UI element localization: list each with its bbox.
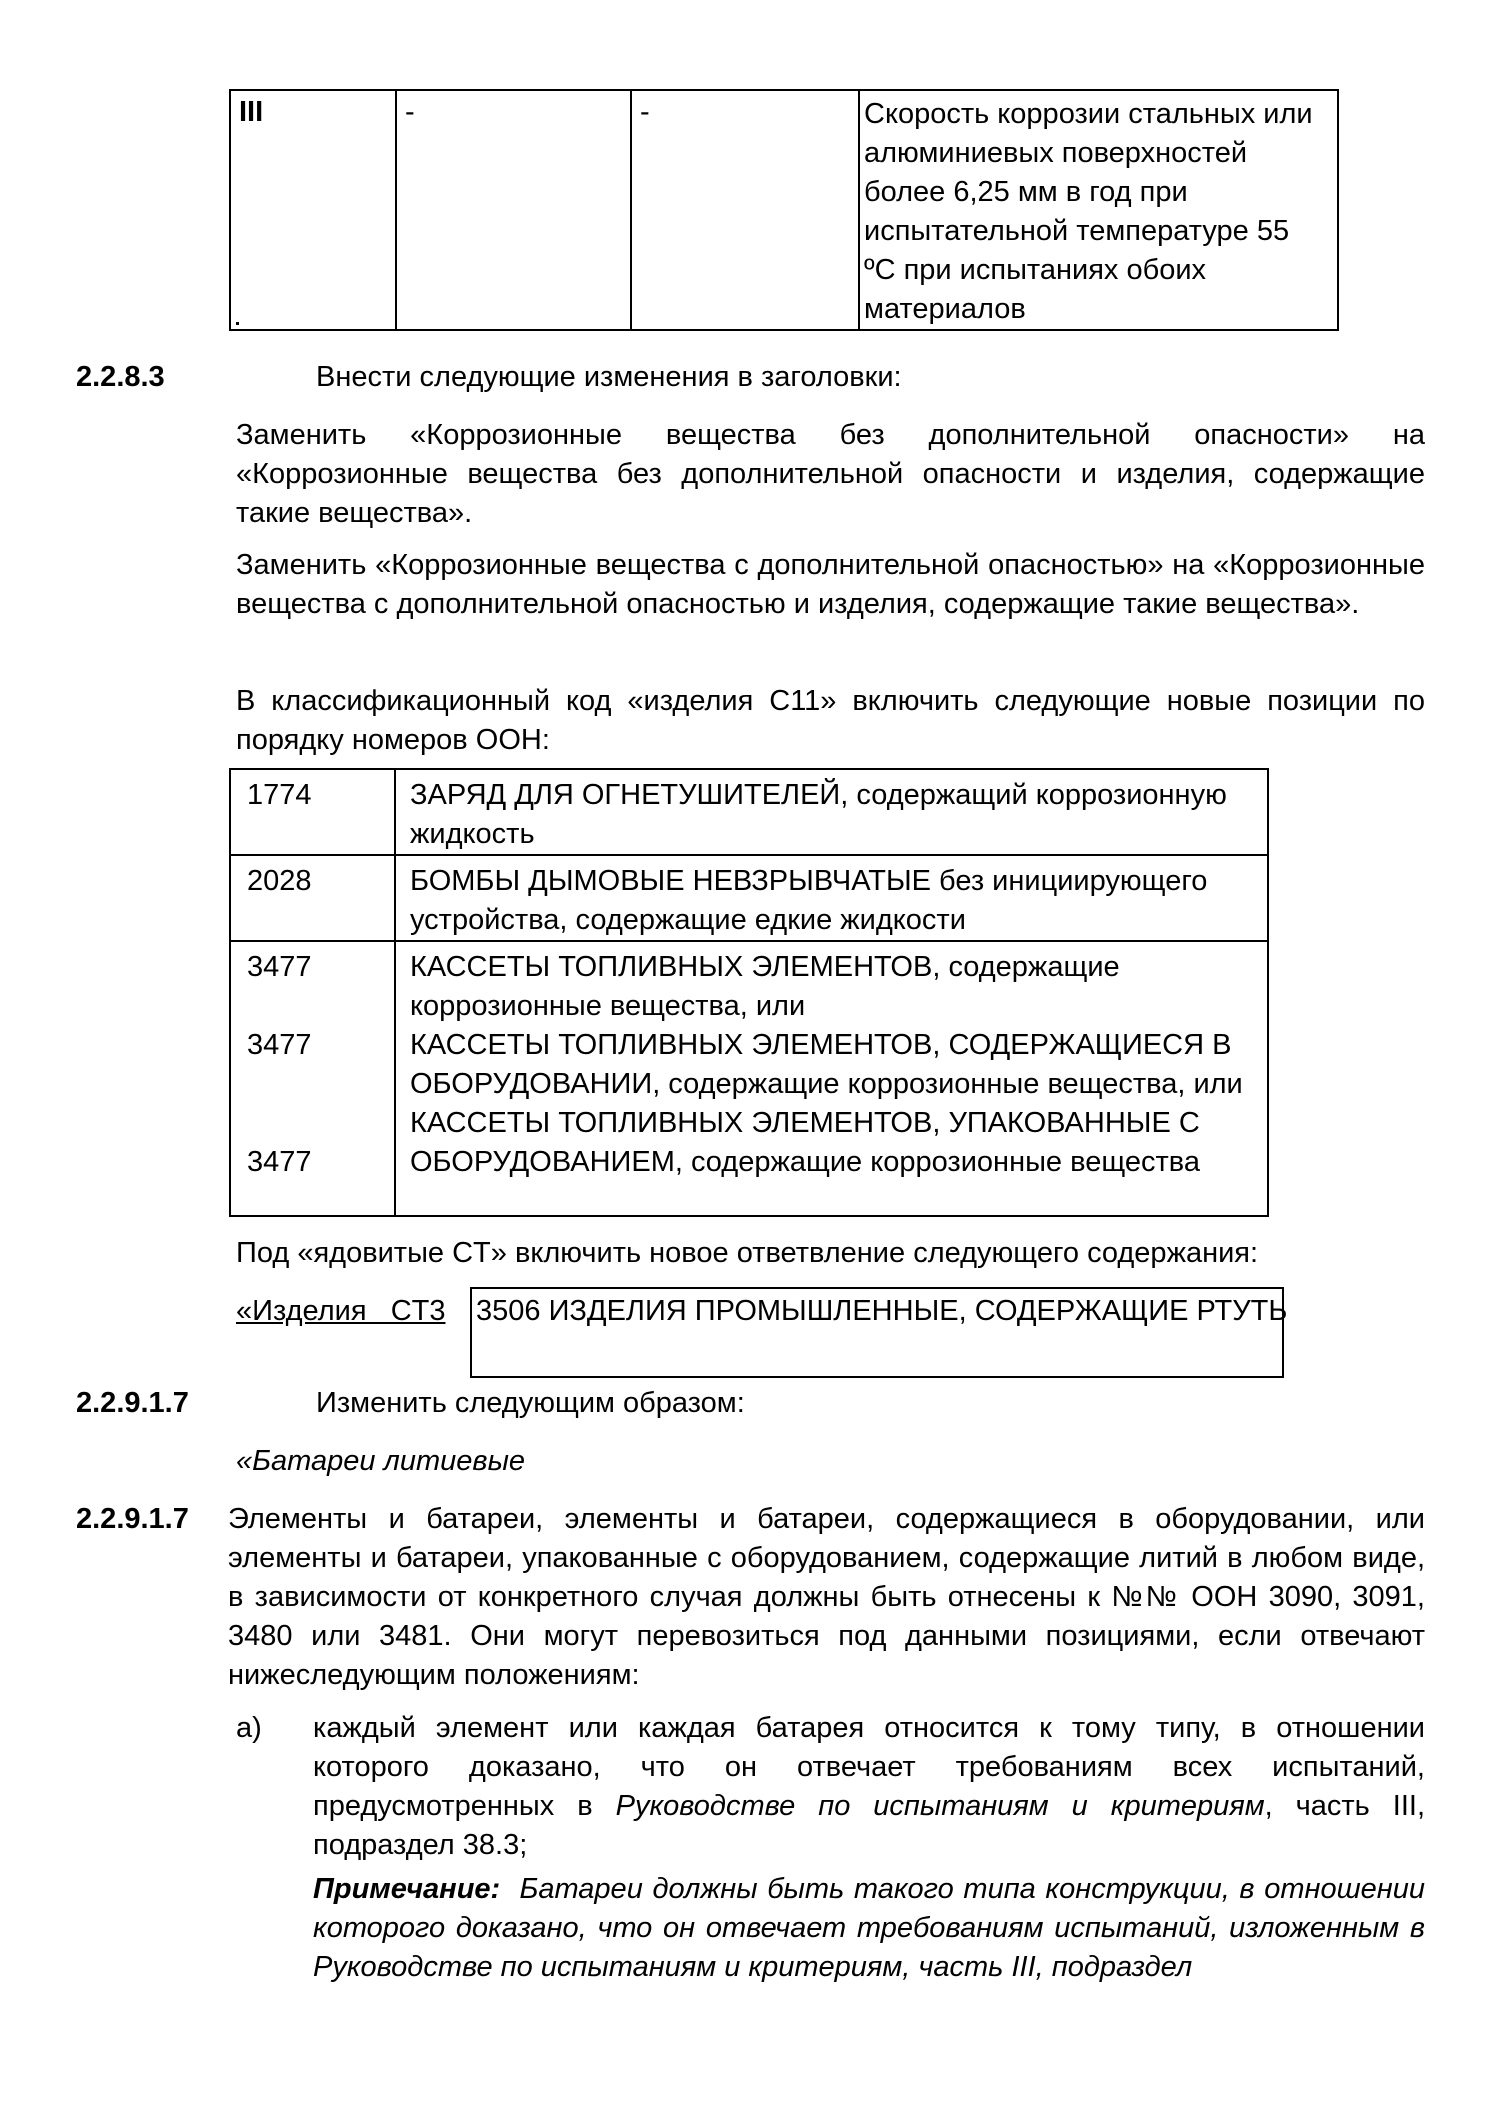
note-text: Батареи должны быть такого типа конструкции, в отношении которого доказано, что он отвечает требованиям испытаний, изложенным в Руководстве по испытаниям и критериям, часть III, подраздел xyxy=(313,1873,1434,1983)
note-block xyxy=(313,1870,1434,1987)
section-heading-2283: Внести следующие изменения в заголовки: xyxy=(316,361,902,393)
section-heading-22917: Изменить следующим образом: xyxy=(316,1387,745,1419)
toxic-branch-note: Под «ядовитые CT» включить новое ответвление следующего содержания: xyxy=(236,1237,1259,1269)
ct3-label: «Изделия CT3 xyxy=(236,1295,446,1327)
table-cell-un-name: БОМБЫ ДЫМОВЫЕ НЕВЗРЫВЧАТЫЕ без инициирующего устройства, содержащие едкие жидкости xyxy=(395,855,1268,941)
table-cell-un-number: 1774 xyxy=(230,769,395,855)
paragraph-replace-2: Заменить «Коррозионные вещества с дополнительной опасностью» на «Коррозионные вещества с дополнительной опасностью и изделия, содержащие такие вещества». xyxy=(236,549,1425,620)
un-number-3477a: 3477 xyxy=(247,951,312,983)
lithium-cells-paragraph: Элементы и батареи, элементы и батареи, содержащиеся в оборудовании, или элементы и батареи, упакованные с оборудованием, содержащие литий в любом виде, в зависимости от конкретного случая должны быть отнесены к №№ ООН 3090, 3091, 3480 или 3481. Они могут перевозиться под данными позициями, если отвечают нижеследующим положениям: xyxy=(228,1503,1425,1691)
list-marker-a: a) xyxy=(236,1712,262,1744)
section-number-22917-a: 2.2.9.1.7 xyxy=(76,1387,189,1419)
subheading-lithium-batteries: «Батареи литиевые xyxy=(236,1445,526,1477)
table-cell-description: Скорость коррозии стальных или алюминиевых поверхностей более 6,25 мм в год при испытательной температуре 55 ºC при испытаниях обоих материалов xyxy=(859,90,1338,330)
note-label: Примечание: xyxy=(313,1873,501,1905)
list-item-a: каждый элемент или каждая батарея относится к тому типу, в отношении которого доказано, что он отвечает требованиям всех испытаний, предусмотренных в Руководстве по испытаниям и критериям, часть III, подраздел 38.3; xyxy=(313,1712,1426,1861)
table-cell-col3: - xyxy=(631,90,859,330)
paragraph-classification: В классификационный код «изделия C11» включить следующие новые позиции по порядку номеров ООН: xyxy=(236,685,1425,756)
un-name-3477c: КАССЕТЫ ТОПЛИВНЫХ ЭЛЕМЕНТОВ, УПАКОВАННЫЕ С ОБОРУДОВАНИЕМ, содержащие коррозионные вещества xyxy=(410,1107,1200,1178)
paragraph-replace-1: Заменить «Коррозионные вещества без дополнительной опасности» на «Коррозионные вещества без дополнительной опасности и изделия, содержащие такие вещества». xyxy=(236,419,1425,529)
un-entries-table xyxy=(229,768,1269,1217)
table-cell-class: III xyxy=(230,90,396,330)
un-name-3477a: КАССЕТЫ ТОПЛИВНЫХ ЭЛЕМЕНТОВ, содержащие коррозионные вещества, или xyxy=(410,951,1120,1022)
table-cell-un-number xyxy=(230,941,395,1216)
table-cell-un-name xyxy=(395,941,1268,1216)
ct3-entry-text: 3506 ИЗДЕЛИЯ ПРОМЫШЛЕННЫЕ, СОДЕРЖАЩИЕ РТУТЬ xyxy=(476,1295,1288,1327)
ct3-entry-box xyxy=(470,1287,1288,1378)
un-number-3477b: 3477 xyxy=(247,1029,312,1061)
un-name-3477b: КАССЕТЫ ТОПЛИВНЫХ ЭЛЕМЕНТОВ, СОДЕРЖАЩИЕСЯ В ОБОРУДОВАНИИ, содержащие коррозионные вещества, или xyxy=(410,1029,1243,1100)
un-number-3477c: 3477 xyxy=(247,1146,312,1178)
section-number-2283: 2.2.8.3 xyxy=(76,361,165,393)
corrosion-class-table xyxy=(229,89,1339,331)
table-cell-un-name: ЗАРЯД ДЛЯ ОГНЕТУШИТЕЛЕЙ, содержащий коррозионную жидкость xyxy=(395,769,1268,855)
table-cell-col2: - xyxy=(396,90,631,330)
stray-dot xyxy=(236,322,239,325)
section-number-22917-b: 2.2.9.1.7 xyxy=(76,1503,189,1535)
table-cell-un-number: 2028 xyxy=(230,855,395,941)
